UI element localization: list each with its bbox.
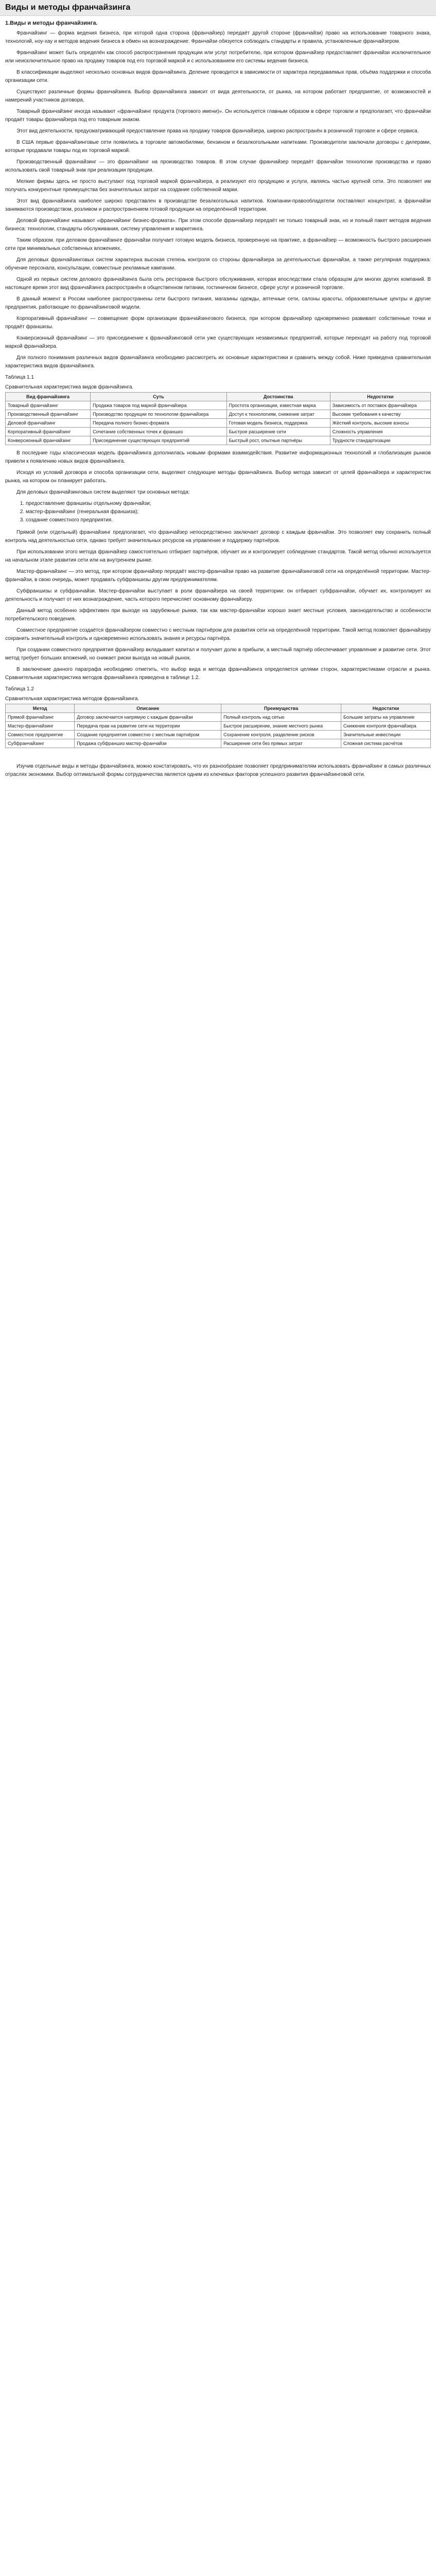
paragraph: В заключение данного параграфа необходимо отметить, что выбор вида и метода франчайзинга определяется целями сторон, характеристиками отрасли и рынка. Сравнительная характеристика методов франчайзинга приведена в таблице 1.2. <box>5 667 431 681</box>
table-cell: Зависимость от поставок франчайзера <box>330 401 430 410</box>
paragraph: Товарный франчайзинг иногда называют «франчайзинг продукта (торгового имени)». Он используется главным образом в сфере торговли и предполагает, что франчайзи продаёт товары франчайзера под его товарным знаком. <box>5 109 431 123</box>
table-cell: Создание предприятия совместно с местным партнёром <box>75 731 221 739</box>
list-item: 3. создание совместного предприятия. <box>26 516 431 524</box>
paragraph: Деловой франчайзинг называют «франчайзинг бизнес-формата». При этом способе франчайзер передаёт не только товарный знак, но и полный пакет методов ведения бизнеса: технологии, стандарты обслуживания, систему управления и маркетинга. <box>5 218 431 232</box>
table-cell: Субфранчайзинг <box>6 739 75 748</box>
table-cell: Сложная система расчётов <box>341 739 431 748</box>
table-cell: Сохранение контроля, разделение рисков <box>221 731 341 739</box>
table-cell: Передача прав на развитие сети на территории <box>75 722 221 731</box>
table-row <box>6 722 431 731</box>
table-cell: Деловой франчайзинг <box>6 419 91 428</box>
table-cell: Продажа товаров под маркой франчайзера <box>91 401 227 410</box>
list-item: 1. предоставление франшизы отдельному франчайзи; <box>26 500 431 508</box>
table-cell: Товарный франчайзинг <box>6 401 91 410</box>
paragraph: Таким образом, при деловом франчайзинге франчайзи получает готовую модель бизнеса, проверенную на практике, а франчайзер — возможность быстрого расширения сети при минимальных собственных вложениях. <box>5 238 431 251</box>
title-bar <box>0 0 436 16</box>
paragraphs-block-3 <box>5 529 431 682</box>
paragraph: Существуют различные формы франчайзинга. Выбор франчайзинга зависит от вида деятельности, от рынка, на котором работает предприятие, от возможностей и намерений участников договора. <box>5 89 431 103</box>
table-cell: Большие затраты на управление <box>341 713 431 722</box>
paragraph: Франчайзинг может быть определён как способ распространения продукции или услуг потребителю, при котором франчайзер предоставляет франчайзи исключительное или неисключительное право на продажу товаров под его торговой маркой и с использованием его системы ведения бизнеса. <box>5 50 431 64</box>
paragraph: Франчайзинг — форма ведения бизнеса, при которой одна сторона (франчайзер) передаёт другой стороне (франчайзи) право на использование товарного знака, технологий, ноу-хау и методов ведения бизнеса в обмен на вознаграждение. Франчайзи обязуется соблюдать стандарты и правила, установленные франчайзером. <box>5 30 431 44</box>
table-cell: Высокие требования к качеству <box>330 410 430 419</box>
comparison-table-2 <box>5 704 431 748</box>
table-cell: Простота организации, известная марка <box>226 401 330 410</box>
table-cell: Быстрое расширение сети <box>226 428 330 436</box>
table-cell: Жёсткий контроль, высокие взносы <box>330 419 430 428</box>
paragraph: В США первые франчайзинговые сети появились в торговле автомобилями, бензином и безалкогольными напитками. Производители заключали договоры с дилерами, которые продавали товары под их торговой маркой. <box>5 140 431 154</box>
table-cell: Сочетание собственных точек и франшиз <box>91 428 227 436</box>
paragraph: В последние годы классическая модель франчайзинга дополнилась новыми формами взаимодействия. Развитие информационных технологий и глобализация рынков привели к появлению новых видов франчайзинга. <box>5 450 431 464</box>
paragraph: Субфраншизы и субфранчайзи. Мастер-франчайзи выступает в роли франчайзера на своей территории: он отбирает субфранчайзи, обучает их, контролирует их деятельность и получает от них вознаграждение, часть которого перечисляет основному франчайзеру. <box>5 588 431 602</box>
table-header-cell: Достоинства <box>226 393 330 401</box>
table-row <box>6 731 431 739</box>
paragraph: Этот вид деятельности, предусматривающий предоставление права на продажу товаров франчайзера, широко распространён в розничной торговле и сфере сервиса. <box>16 128 419 134</box>
paragraph: Исходя из условий договора и способа организации сети, выделяют следующие методы франчайзинга. Выбор метода зависит от целей франчайзера и характеристик рынка, на котором он планирует работать. <box>5 470 431 484</box>
table-row <box>6 739 431 748</box>
paragraph: Мастер-франчайзинг — это метод, при котором франчайзер передаёт мастер-франчайзи право на развитие франчайзинговой сети на определённой территории. Мастер-франчайзи, в свою очередь, может продавать субфраншизы другим предпринимателям. <box>5 569 431 583</box>
paragraph: Совместное предприятие создаётся франчайзером совместно с местным партнёром для развития сети на определённой территории. Такой метод позволяет франчайзеру сохранить значительный контроль и одновременно использовать знания и ресурсы партнёра. <box>5 628 431 641</box>
table-row <box>6 713 431 722</box>
table-row <box>6 401 431 410</box>
table-cell: Продажа субфраншиз мастер-франчайзи <box>75 739 221 748</box>
paragraph: Прямой (или отдельный) франчайзинг предполагает, что франчайзер непосредственно заключает договор с каждым франчайзи. Это позволяет ему сохранить полный контроль над деятельностью сети, однако требует значительных ресурсов на управление и поддержку партнёров. <box>5 530 431 544</box>
table-cell: Договор заключается напрямую с каждым франчайзи <box>75 713 221 722</box>
table-cell: Трудности стандартизации <box>330 436 430 445</box>
table-cell: Быстрый рост, опытные партнёры <box>226 436 330 445</box>
table-header-cell: Недостатки <box>341 704 431 713</box>
paragraph: Для деловых франчайзинговых систем выделяют три основных метода: <box>16 489 190 495</box>
table-header-cell: Описание <box>75 704 221 713</box>
table-row <box>6 436 431 445</box>
paragraph: Этот вид франчайзинга наиболее широко представлен в производстве безалкогольных напитков. Компании-правообладатели поставляют концентрат, а франчайзи занимаются производством, розливом и распространением готовой продукции на определённой территории. <box>5 198 431 212</box>
table-cell: Быстрое расширение, знание местного рынка <box>221 722 341 731</box>
table-2-title: Сравнительная характеристика методов франчайзинга. <box>5 696 139 702</box>
table-header-row <box>6 704 431 713</box>
paragraph: Изучив отдельные виды и методы франчайзинга, можно констатировать, что их разнообразие позволяет предпринимателям использовать франчайзинг в самых различных отраслях экономики. Выбор оптимальной формы сотрудничества является одним из ключевых факторов успешного развития франчайзинговой сети. <box>5 764 431 777</box>
table-header-cell: Вид франчайзинга <box>6 393 91 401</box>
paragraph: Данный метод особенно эффективен при выходе на зарубежные рынки, так как мастер-франчайзи хорошо знает местные условия, законодательство и особенности потребительского поведения. <box>5 608 431 622</box>
paragraph: В данный момент в России наиболее распространены сети быстрого питания, магазины одежды, аптечные сети, салоны красоты, образовательные центры и другие предприятия, работающие по франчайзинговой модели. <box>5 296 431 310</box>
table-cell: Снижение контроля франчайзера <box>341 722 431 731</box>
table-cell: Расширение сети без прямых затрат <box>221 739 341 748</box>
section-title: 1.Виды и методы франчайзинга. <box>5 20 98 26</box>
table-row <box>6 428 431 436</box>
paragraph: Мелкие фирмы здесь не просто выступают под торговой маркой франчайзера, а реализуют его продукцию и услуги, являясь частью крупной сети. Это позволяет им получать конкурентные преимущества без значительных затрат на создание собственной марки. <box>5 179 431 193</box>
paragraph: Корпоративный франчайзинг — совмещение форм организации франчайзингового бизнеса, при котором франчайзер одновременно развивает собственные точки и продаёт франшизы. <box>5 316 431 330</box>
paragraphs-block-2 <box>5 449 431 497</box>
table-cell: Производственный франчайзинг <box>6 410 91 419</box>
table-cell: Готовая модель бизнеса, поддержка <box>226 419 330 428</box>
table-row <box>6 410 431 419</box>
table-header-cell: Преимущества <box>221 704 341 713</box>
paragraph: В классификации выделяют несколько основных видов франчайзинга. Деление проводится в зависимости от характера передаваемых прав, объёма поддержки и способа организации сети. <box>5 70 431 83</box>
table-cell: Совместное предприятие <box>6 731 75 739</box>
table-cell: Доступ к технологиям, снижение затрат <box>226 410 330 419</box>
table-header-row <box>6 393 431 401</box>
table-header-cell: Суть <box>91 393 227 401</box>
table-cell: Полный контроль над сетью <box>221 713 341 722</box>
table-cell: Производство продукции по технологии франчайзера <box>91 410 227 419</box>
paragraph: Одной из первых систем делового франчайзинга была сеть ресторанов быстрого обслуживания, которая впоследствии стала образцом для многих других компаний. В настоящее время этот вид франчайзинга распространён в общественном питании, гостиничном бизнесе, сфере услуг и розничной торговле. <box>5 277 431 291</box>
page-title: Виды и методы франчайзинга <box>5 3 131 12</box>
paragraph: При использовании этого метода франчайзер самостоятельно отбирает партнёров, обучает их и контролирует соблюдение стандартов. Такой метод обычно используется на начальном этапе развития сети или на внутреннем рынке. <box>5 549 431 563</box>
table-cell: Прямой франчайзинг <box>6 713 75 722</box>
table-header-cell: Недостатки <box>330 393 430 401</box>
table-cell: Корпоративный франчайзинг <box>6 428 91 436</box>
paragraph: При создании совместного предприятия франчайзер вкладывает капитал и получает долю в прибыли, а местный партнёр обеспечивает управление и развитие сети. Этот метод требует больших вложений, но снижает риски выхода на новый рынок. <box>5 647 431 661</box>
spacer <box>5 752 431 762</box>
table-cell: Конверсионный франчайзинг <box>6 436 91 445</box>
table-cell: Передача полного бизнес-формата <box>91 419 227 428</box>
table-cell: Мастер-франчайзинг <box>6 722 75 731</box>
table-row <box>6 419 431 428</box>
table-cell: Присоединение существующих предприятий <box>91 436 227 445</box>
table-2-caption: Таблица 1.2 <box>5 686 34 692</box>
methods-list <box>26 500 431 524</box>
list-item: 2. мастер-франчайзинг (генеральная франшиза); <box>26 508 431 516</box>
comparison-table-1 <box>5 392 431 445</box>
paragraph: Конверсионный франчайзинг — это присоединение к франчайзинговой сети уже существующих независимых предприятий, которые переходят на работу под торговой маркой франчайзера. <box>5 335 431 349</box>
paragraph: Производственный франчайзинг — это франчайзинг на производство товаров. В этом случае франчайзер передаёт франчайзи технологии производства и право использовать свой товарный знак при реализации продукции. <box>5 159 431 173</box>
paragraph: Для деловых франчайзинговых систем характерна высокая степень контроля со стороны франчайзера за деятельностью франчайзи, а также регулярная поддержка: обучение персонала, консультации, совместные рекламные кампании. <box>5 257 431 271</box>
table-1-caption: Таблица 1.1 <box>5 375 34 380</box>
table-cell: Сложность управления <box>330 428 430 436</box>
paragraph: Для полного понимания различных видов франчайзинга необходимо рассмотреть их основные характеристики и сравнить между собой. Ниже приведена сравнительная характеристика видов франчайзинга. <box>5 355 431 369</box>
table-cell: Значительные инвестиции <box>341 731 431 739</box>
table-1-title: Сравнительная характеристика видов франчайзинга. <box>5 384 134 390</box>
paragraphs-block-4 <box>5 762 431 779</box>
paragraphs-block-1 <box>5 29 431 370</box>
table-header-cell: Метод <box>6 704 75 713</box>
